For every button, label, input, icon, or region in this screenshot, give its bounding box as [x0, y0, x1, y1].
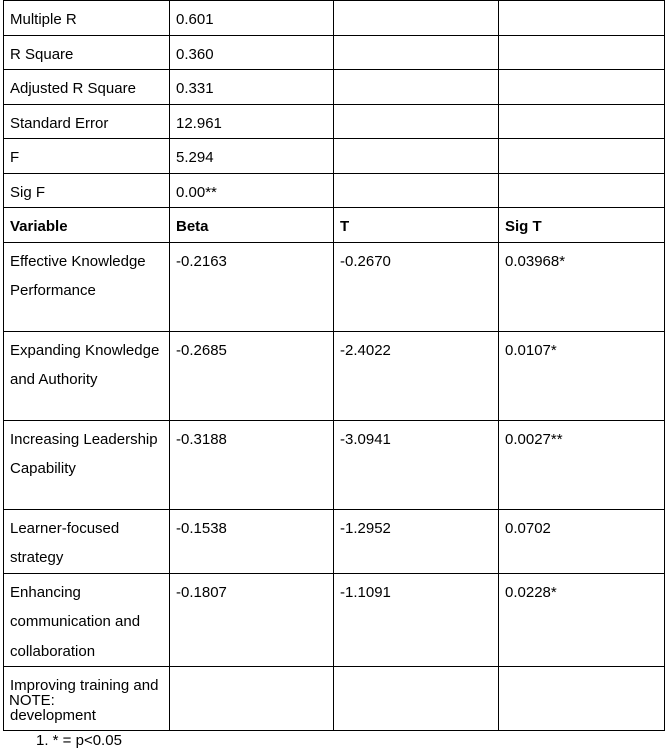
stat-value: 0.331 [170, 70, 334, 105]
empty-cell [499, 173, 665, 208]
t-cell: -1.1091 [334, 573, 499, 667]
empty-cell [499, 104, 665, 139]
stat-row [4, 173, 665, 208]
variable-cell: Improving training and development [4, 667, 170, 731]
beta-cell: -0.2685 [170, 331, 334, 420]
stat-label: Standard Error [4, 104, 170, 139]
table-row [4, 509, 665, 573]
header-sig-t: Sig T [499, 208, 665, 243]
empty-cell [334, 1, 499, 36]
sig-cell: 0.0027** [499, 420, 665, 509]
stat-row [4, 1, 665, 36]
empty-cell [499, 70, 665, 105]
t-cell [334, 667, 499, 731]
table-row [4, 242, 665, 331]
variable-cell: Effective Knowledge Performance [4, 242, 170, 331]
stat-value: 0.360 [170, 35, 334, 70]
t-cell: -1.2952 [334, 509, 499, 573]
table-row [4, 573, 665, 667]
header-beta: Beta [170, 208, 334, 243]
sig-cell: 0.0702 [499, 509, 665, 573]
t-cell: -2.4022 [334, 331, 499, 420]
stat-label: R Square [4, 35, 170, 70]
empty-cell [499, 35, 665, 70]
beta-cell: -0.2163 [170, 242, 334, 331]
beta-cell: -0.1807 [170, 573, 334, 667]
note-title: NOTE: [9, 692, 55, 709]
variable-cell: Expanding Knowledge and Authority [4, 331, 170, 420]
empty-cell [334, 35, 499, 70]
variable-cell: Enhancing communication and collaboration [4, 573, 170, 667]
table-row [4, 667, 665, 731]
sig-cell: 0.0228* [499, 573, 665, 667]
stat-value: 5.294 [170, 139, 334, 174]
stat-row [4, 139, 665, 174]
t-cell: -0.2670 [334, 242, 499, 331]
stat-value: 12.961 [170, 104, 334, 139]
empty-cell [334, 104, 499, 139]
column-header-row [4, 208, 665, 243]
empty-cell [499, 139, 665, 174]
sig-cell: 0.03968* [499, 242, 665, 331]
stat-label: Multiple R [4, 1, 170, 36]
header-t: T [334, 208, 499, 243]
table-row [4, 331, 665, 420]
stat-label: Sig F [4, 173, 170, 208]
note-item: 1. * = p<0.05 [36, 732, 122, 749]
header-variable: Variable [4, 208, 170, 243]
empty-cell [334, 139, 499, 174]
stat-label: Adjusted R Square [4, 70, 170, 105]
beta-cell: -0.1538 [170, 509, 334, 573]
stat-row [4, 104, 665, 139]
sig-cell: 0.0107* [499, 331, 665, 420]
empty-cell [499, 1, 665, 36]
table-row [4, 420, 665, 509]
stat-label: F [4, 139, 170, 174]
beta-cell: -0.3188 [170, 420, 334, 509]
stat-value: 0.601 [170, 1, 334, 36]
stat-row [4, 35, 665, 70]
beta-cell [170, 667, 334, 731]
variable-cell: Increasing Leadership Capability [4, 420, 170, 509]
t-cell: -3.0941 [334, 420, 499, 509]
variable-cell: Learner-focused strategy [4, 509, 170, 573]
empty-cell [334, 70, 499, 105]
stat-row [4, 70, 665, 105]
sig-cell [499, 667, 665, 731]
empty-cell [334, 173, 499, 208]
stat-value: 0.00** [170, 173, 334, 208]
regression-table [3, 0, 665, 731]
